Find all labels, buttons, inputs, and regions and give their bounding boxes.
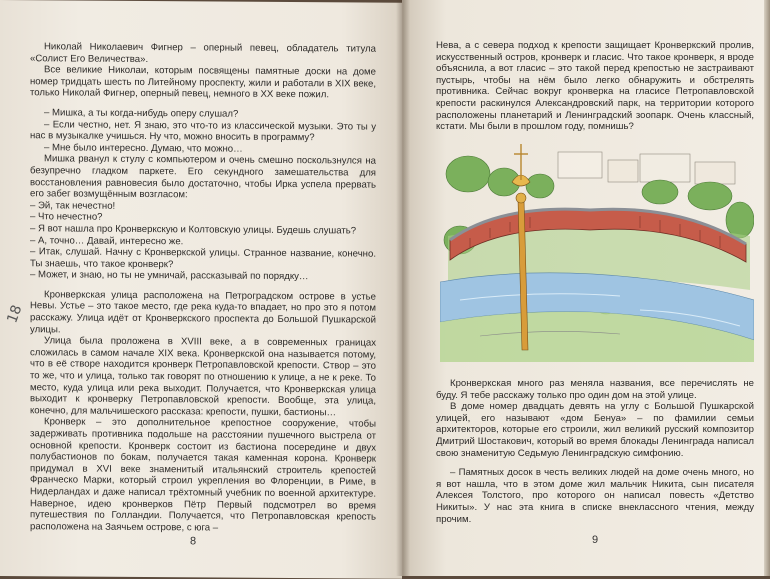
- paragraph: Нева, а с севера подход к крепости защищает Кронверкский пролив, искусственный остров, кронверк и гласис. Что такое кронверк, я вроде объяснила, а вот гласис – это такой перед крепостью не застраивают пустырь, чтобы на нём было легко обнаружить и обстрелять противника. Сейчас вокруг кронверка на гласисе Петропавловской крепости раскинулся Александровский парк, на территории которого расположены планетарий и Ленинградский зоопарк. Очень классный, кстати. Мы были в прошлом году, помнишь?: [436, 40, 754, 133]
- right-page-top-text: [436, 40, 754, 133]
- paragraph: Кронверкская улица расположена на Петроградском острове в устье Невы. Устье – это такое место, где река куда-то впадает, но про это я потом расскажу. Улица идёт от Кронверкского проспекта до Большой Пушкарской улицы.: [30, 289, 376, 336]
- paragraph: – Я вот нашла про Кронверкскую и Колтовскую улицы. Будешь слушать?: [30, 223, 357, 237]
- paragraph: – Мишка, а ты когда-нибудь оперу слушал?: [44, 107, 239, 120]
- paragraph: – Что нечестно?: [30, 211, 103, 224]
- paragraph: Все великие Николаи, которым посвящены памятные доски на доме номер тридцать шесть по Литейному проспекту, жили и работали в XIX веке, только Николай Фигнер, оперный певец, немного в XX веке пожил.: [30, 64, 376, 101]
- page-number-left: 8: [190, 535, 197, 548]
- paragraph: В доме номер двадцать девять на углу с Большой Пушкарской улицей, его называют «дом Бенуа» – по фамилии семьи архитекторов, которые его строили, жил великий русский композитор Дмитрий Шостакович, который во время блокады Ленинграда написал свою знаменитую Седьмую Ленинградскую симфонию.: [436, 401, 754, 459]
- paragraph: – Итак, слушай. Начну с Кронверкской улицы. Странное название, конечно. Ты знаешь, что такое кронверк?: [30, 246, 376, 270]
- book-gutter: [396, 0, 410, 576]
- page-number-right: 9: [592, 534, 599, 546]
- right-page: [402, 0, 770, 576]
- paragraph: – Мне было интересно. Думаю, что можно…: [44, 142, 243, 155]
- left-page-text: [30, 41, 376, 535]
- page-edge: [764, 0, 770, 576]
- right-page-bottom-text: [436, 378, 754, 525]
- paragraph: Кронверкская много раз меняла названия, все перечислять не буду. Я тебе расскажу только про один дом на этой улице.: [436, 378, 754, 401]
- paragraph: – Памятных досок в честь великих людей на доме очень много, но я вот нашла, что в этом доме жил мальчик Никита, сын писателя Алексея Толстого, про которого он написал повесть «Детство Никиты». У нас эта книга в списке внеклассного чтения, между прочим.: [436, 467, 754, 525]
- paragraph: Кронверк – это дополнительное крепостное сооружение, чтобы задерживать противника подольше на расстоянии пушечного выстрела от основной крепости. Кронверк состоит из бастиона посередине и двух полубастионов по бокам, получается такая каменная корона. Кронверк придумал в XVI веке знаменитый итальянский строитель крепостей Франческо Марки, который строил укрепления во Флоренции, в Риме, в Нидерландах и даже написал трёхтомный учебник по военной архитектуре. Наверное, идею кронверков Пётр Первый подсмотрел во время путешествия по Голландии. Получается, что Петропавловская крепость расположена на Заячьем острове, с юга –: [30, 416, 376, 534]
- paragraph: Мишка рванул к стулу с компьютером и очень смешно поскользнулся на безупречно гладком паркете. Его секундного замешательства для восстановления равновесия было достаточно, чтобы Ирка успела прервать его забег возмущённым возгласом:: [30, 153, 376, 201]
- paragraph: – Эй, так нечестно!: [30, 199, 116, 212]
- paragraph: – Может, и знаю, но ты не умничай, рассказывай по порядку…: [30, 269, 309, 283]
- background-buildings: [558, 152, 735, 184]
- handwritten-margin-note: 18: [4, 302, 26, 326]
- fortress-illustration: [440, 140, 754, 362]
- paragraph: – Если честно, нет. Я знаю, это что-то из классической музыки. Это ты у нас в музыкалке учишься. Ну что, можно вносить в программу?: [30, 118, 376, 144]
- paragraph: Николай Николаевич Фигнер – оперный певец, обладатель титула «Солист Его Величества».: [30, 41, 376, 65]
- paragraph: Улица была проложена в XVIII веке, а в современных границах сложилась в самом начале XIX века. Кронверкской она называется потому, что в её створе находится кронверк Петропавловской крепости. Створ – это то же, что и улица, только так говорят по отношению к улице, а не к реке. То место, куда улица или река выходит. Получается, что Кронверкская улица выходит к кронверку Петропавловской крепости. Вообще, эта улица, конечно, для мальчишеского рассказа: крепости, пушки, бастионы…: [30, 335, 376, 419]
- paragraph: – А, точно… Давай, интересно же.: [30, 234, 184, 247]
